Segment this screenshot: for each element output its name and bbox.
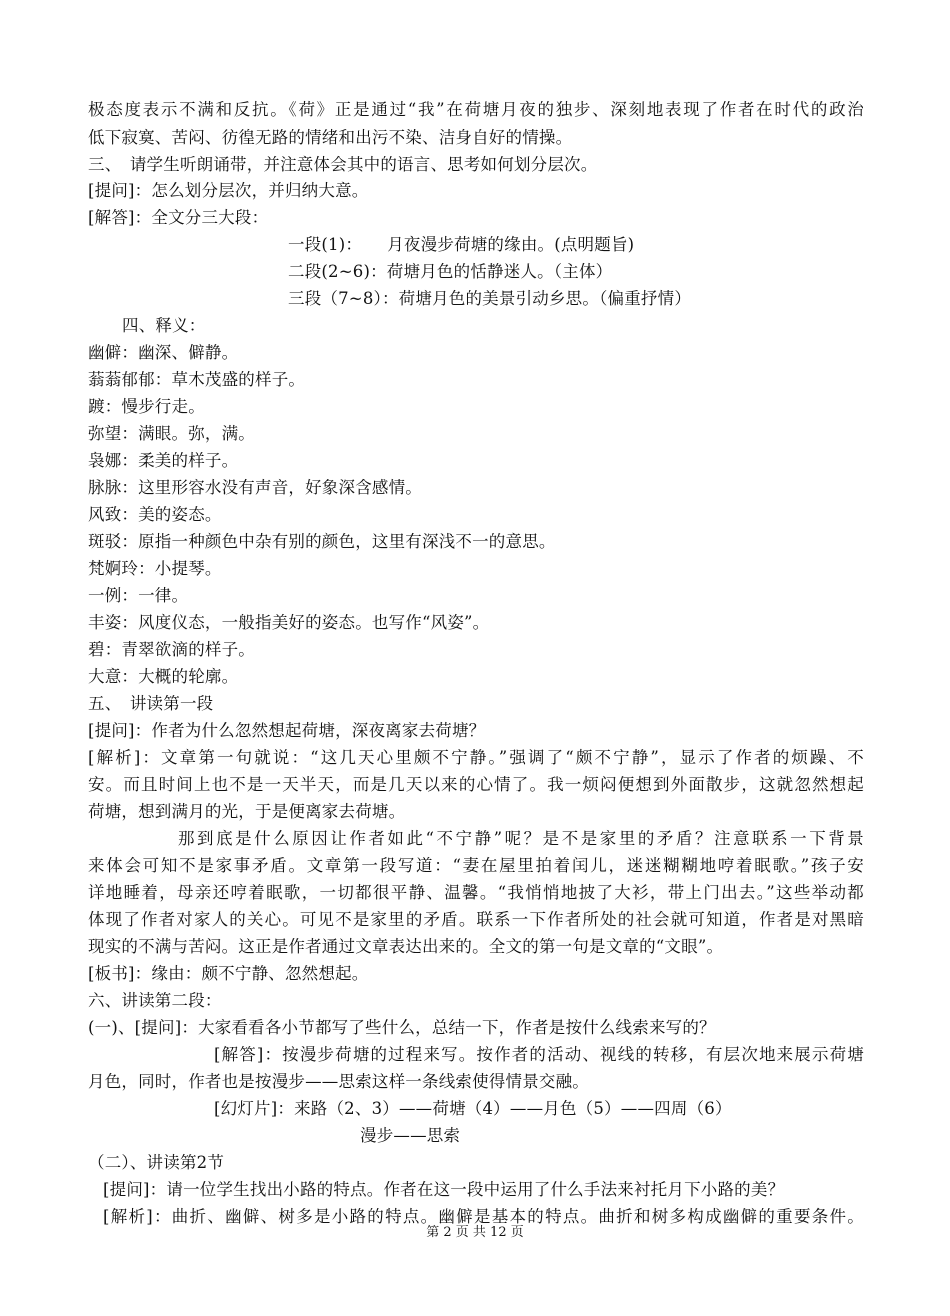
body-line: 极态度表示不满和反抗。《荷》正是通过“我”在荷塘月夜的独步、深刻地表现了作者在时代的政治 — [88, 100, 864, 119]
section-heading: 五、 讲读第一段 — [88, 694, 214, 713]
body-line: [解析]：文章第一句就说：“这几天心里颇不宁静。”强调了“颇不宁静”，显示了作者的烦躁、不 — [88, 748, 864, 767]
glossary-item: 碧：青翠欲滴的样子。 — [88, 640, 255, 659]
glossary-item: 斑驳：原指一种颜色中杂有别的颜色，这里有深浅不一的意思。 — [88, 532, 556, 551]
answer-line: [解析]：曲折、幽僻、树多是小路的特点。幽僻是基本的特点。曲折和树多构成幽僻的重要条件。 — [103, 1207, 864, 1226]
glossary-item: 梵婀玲：小提琴。 — [88, 559, 222, 578]
body-line: 荷塘，想到满月的光，于是便离家去荷塘。 — [88, 802, 406, 821]
answer-line: [解答]：按漫步荷塘的过程来写。按作者的活动、视线的转移，有层次地来展示荷塘 — [214, 1045, 864, 1064]
body-line: 安。而且时间上也不是一天半天，而是几天以来的心情了。我一烦闷便想到外面散步，这就忽然想起 — [88, 775, 864, 794]
outline-item: 二段(2~6)：荷塘月色的恬静迷人。（主体） — [288, 262, 613, 281]
body-line: 那到底是什么原因让作者如此“不宁静”呢？是不是家里的矛盾？注意联系一下背景 — [178, 829, 864, 848]
glossary-item: 蓊蓊郁郁：草木茂盛的样子。 — [88, 370, 306, 389]
glossary-item: 袅娜：柔美的样子。 — [88, 451, 239, 470]
subsection-heading: （二）、讲读第2节 — [88, 1153, 225, 1172]
glossary-item: 幽僻：幽深、僻静。 — [88, 343, 239, 362]
section-heading: 三、 请学生听朗诵带，并注意体会其中的语言、思考如何划分层次。 — [88, 155, 598, 174]
section-heading: 四、释义： — [122, 316, 206, 335]
slide-line: [幻灯片]：来路（2、3）——荷塘（4）——月色（5）——四周（6） — [214, 1099, 732, 1118]
glossary-item: 丰姿：风度仪态，一般指美好的姿态。也写作“风姿”。 — [88, 613, 490, 632]
glossary-item: 一例：一律。 — [88, 586, 189, 605]
glossary-item: 踱：慢步行走。 — [88, 397, 205, 416]
question-line: (一)、[提问]：大家看看各小节都写了些什么，总结一下，作者是按什么线索来写的？ — [88, 1018, 716, 1037]
glossary-item: 弥望：满眼。弥，满。 — [88, 424, 255, 443]
page-number-footer: 第 2 页 共 12 页 — [426, 1225, 524, 1240]
answer-line: 月色，同时，作者也是按漫步——思索这样一条线索使得情景交融。 — [88, 1072, 589, 1091]
blackboard-line: [板书]：缘由：颇不宁静、忽然想起。 — [88, 964, 369, 983]
outline-item: 一段(1)： 月夜漫步荷塘的缘由。(点明题旨) — [288, 235, 635, 254]
question-line: [提问]：怎么划分层次，并归纳大意。 — [88, 181, 369, 200]
outline-item: 三段（7~8）：荷塘月色的美景引动乡思。（偏重抒情） — [288, 289, 692, 308]
question-line: [提问]：请一位学生找出小路的特点。作者在这一段中运用了什么手法来衬托月下小路的美？ — [103, 1180, 785, 1199]
glossary-item: 脉脉：这里形容水没有声音，好象深含感情。 — [88, 478, 422, 497]
answer-line: [解答]：全文分三大段： — [88, 208, 269, 227]
section-heading: 六、讲读第二段： — [88, 991, 222, 1010]
body-line: 低下寂寞、苦闷、彷徨无路的情绪和出污不染、洁身自好的情操。 — [88, 128, 573, 147]
glossary-item: 大意：大概的轮廓。 — [88, 667, 239, 686]
body-line: 来体会可知不是家事矛盾。文章第一段写道：“妻在屋里拍着闰儿，迷迷糊糊地哼着眠歌。”孩子安 — [88, 856, 864, 875]
body-line: 详地睡着，母亲还哼着眠歌，一切都很平静、温馨。“我悄悄地披了大衫，带上门出去。”这些举动都 — [88, 883, 864, 902]
question-line: [提问]：作者为什么忽然想起荷塘，深夜离家去荷塘？ — [88, 721, 486, 740]
slide-line: 漫步——思索 — [360, 1126, 461, 1145]
body-line: 体现了作者对家人的关心。可见不是家里的矛盾。联系一下作者所处的社会就可知道，作者是对黑暗 — [88, 910, 864, 929]
glossary-item: 风致：美的姿态。 — [88, 505, 222, 524]
body-line: 现实的不满与苦闷。这正是作者通过文章表达出来的。全文的第一句是文章的“文眼”。 — [88, 937, 724, 956]
